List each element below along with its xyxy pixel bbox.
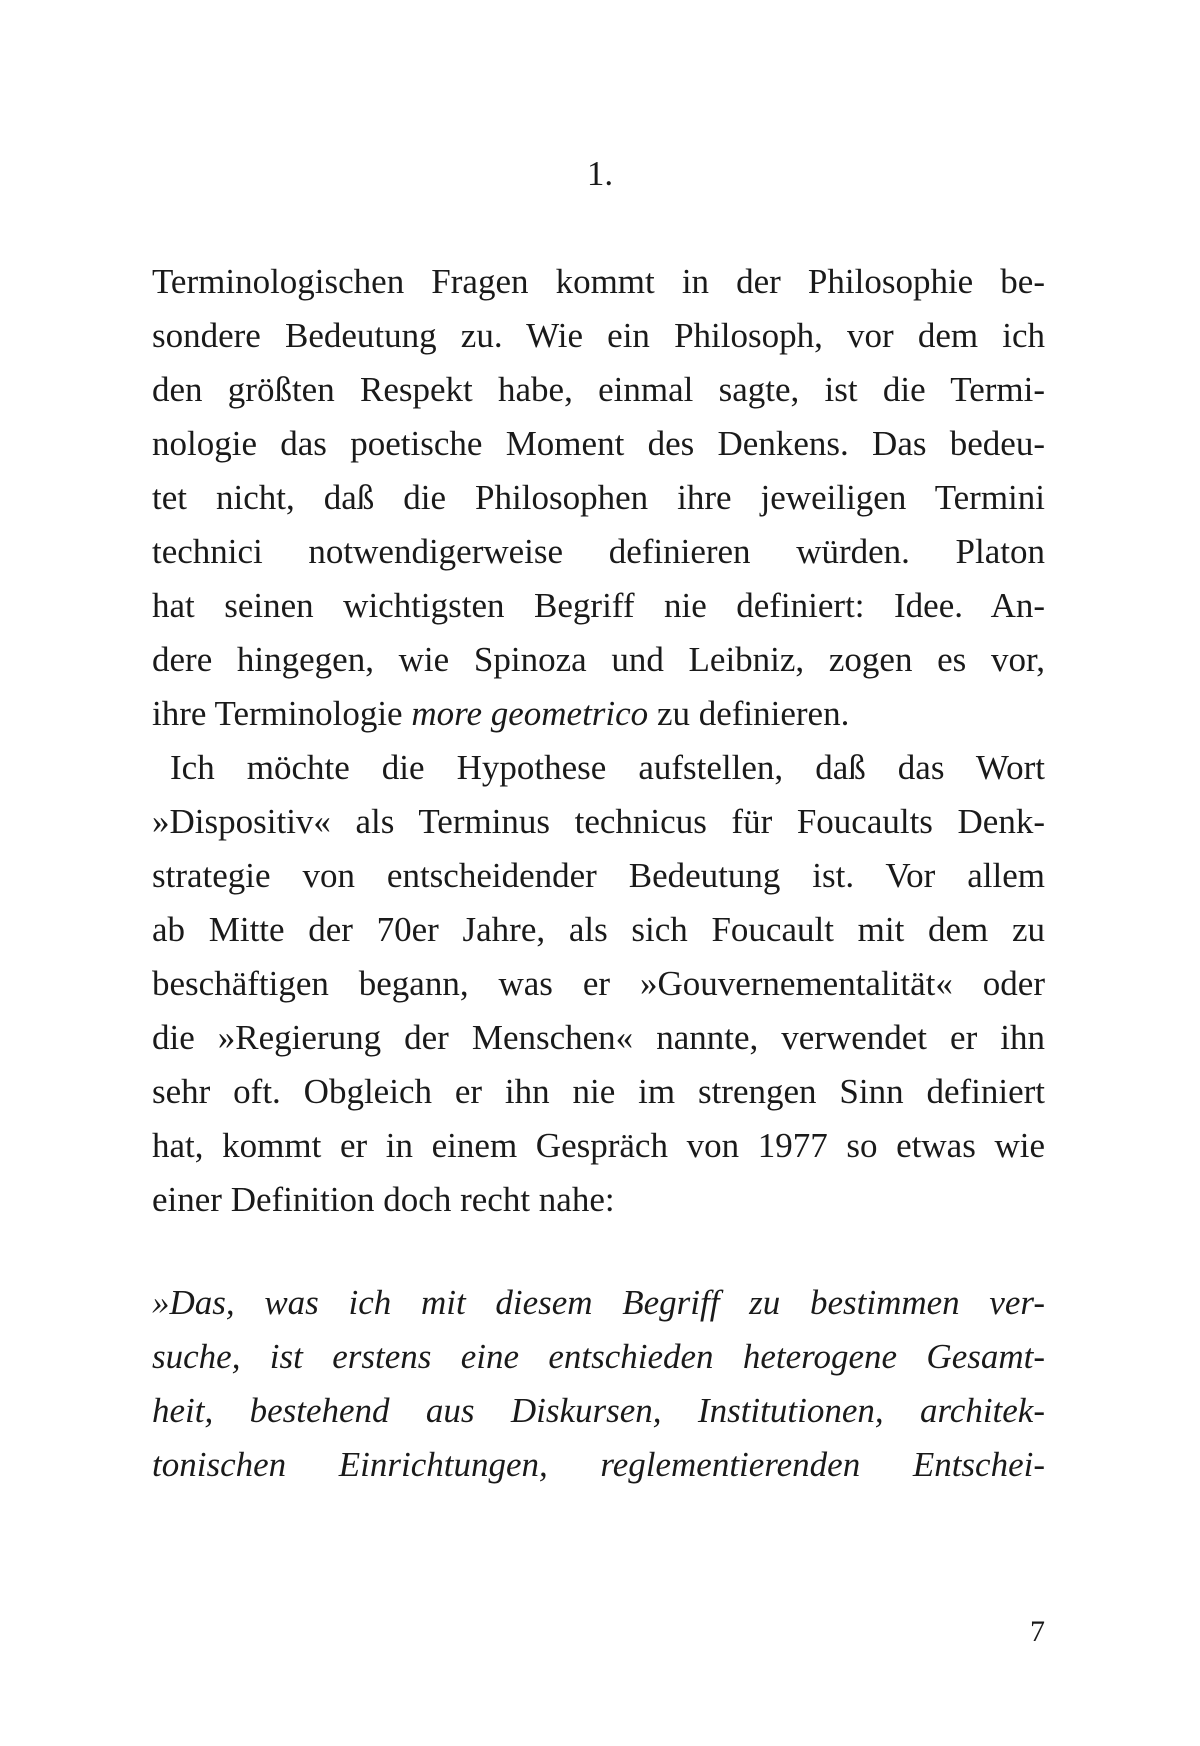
text-line [152,903,1045,957]
text-segment: zu definieren. [648,694,850,733]
text-segment: Terminologischen Fragen kommt in der Philosophie be- [152,262,1045,301]
text-segment: sondere Bedeutung zu. Wie ein Philosoph, vor dem ich [152,316,1045,355]
text-line [152,1065,1045,1119]
text-segment: dere hingegen, wie Spinoza und Leibniz, zogen es vor, [152,640,1045,679]
text-segment: hat seinen wichtigsten Begriff nie definiert: Idee. An- [152,586,1045,625]
text-line [152,525,1045,579]
chapter-number: 1. [586,154,614,193]
block-quote [152,1276,1045,1492]
text-line [152,579,1045,633]
text-line [152,1173,1045,1227]
text-line [152,687,1045,741]
quote-line: suche, ist erstens eine entschieden heterogene Gesamt- [152,1337,1045,1376]
page-number: 7 [1030,1615,1045,1648]
text-line [152,633,1045,687]
text-line [152,1119,1045,1173]
quote-line: heit, bestehend aus Diskursen, Institutionen, architek- [152,1391,1045,1430]
paragraph [152,741,1045,1227]
text-line [152,849,1045,903]
text-line [152,471,1045,525]
text-line [152,363,1045,417]
text-line [152,795,1045,849]
text-segment: »Dispositiv« als Terminus technicus für Foucaults Denk- [152,802,1045,841]
text-segment: beschäftigen begann, was er »Gouvernementalität« oder [152,964,1045,1003]
quote-line: tonischen Einrichtungen, reglementierenden Entschei- [152,1445,1045,1484]
text-segment: strategie von entscheidender Bedeutung ist. Vor allem [152,856,1045,895]
text-line [152,417,1045,471]
quote-line: »Das, was ich mit diesem Begriff zu bestimmen ver- [152,1283,1045,1322]
italic-phrase: more geometrico [411,694,649,733]
text-line [152,741,1045,795]
paragraph [152,255,1045,741]
text-segment: den größten Respekt habe, einmal sagte, ist die Termi- [152,370,1045,409]
text-segment: einer Definition doch recht nahe: [152,1180,615,1219]
text-line [152,1011,1045,1065]
text-segment: technici notwendigerweise definieren würden. Platon [152,532,1045,571]
text-segment: die »Regierung der Menschen« nannte, verwendet er ihn [152,1018,1045,1057]
text-segment: ihre Terminologie [152,694,412,733]
text-segment: Ich möchte die Hypothese aufstellen, daß das Wort [170,748,1045,787]
body-text [152,255,1045,1227]
text-line [152,309,1045,363]
text-segment: ab Mitte der 70er Jahre, als sich Foucault mit dem zu [152,910,1045,949]
text-segment: hat, kommt er in einem Gespräch von 1977 so etwas wie [152,1126,1045,1165]
text-line [152,255,1045,309]
text-line [152,957,1045,1011]
text-segment: sehr oft. Obgleich er ihn nie im strengen Sinn definiert [152,1072,1045,1111]
text-segment: nologie das poetische Moment des Denkens. Das bedeu- [152,424,1045,463]
text-segment: tet nicht, daß die Philosophen ihre jeweiligen Termini [152,478,1045,517]
